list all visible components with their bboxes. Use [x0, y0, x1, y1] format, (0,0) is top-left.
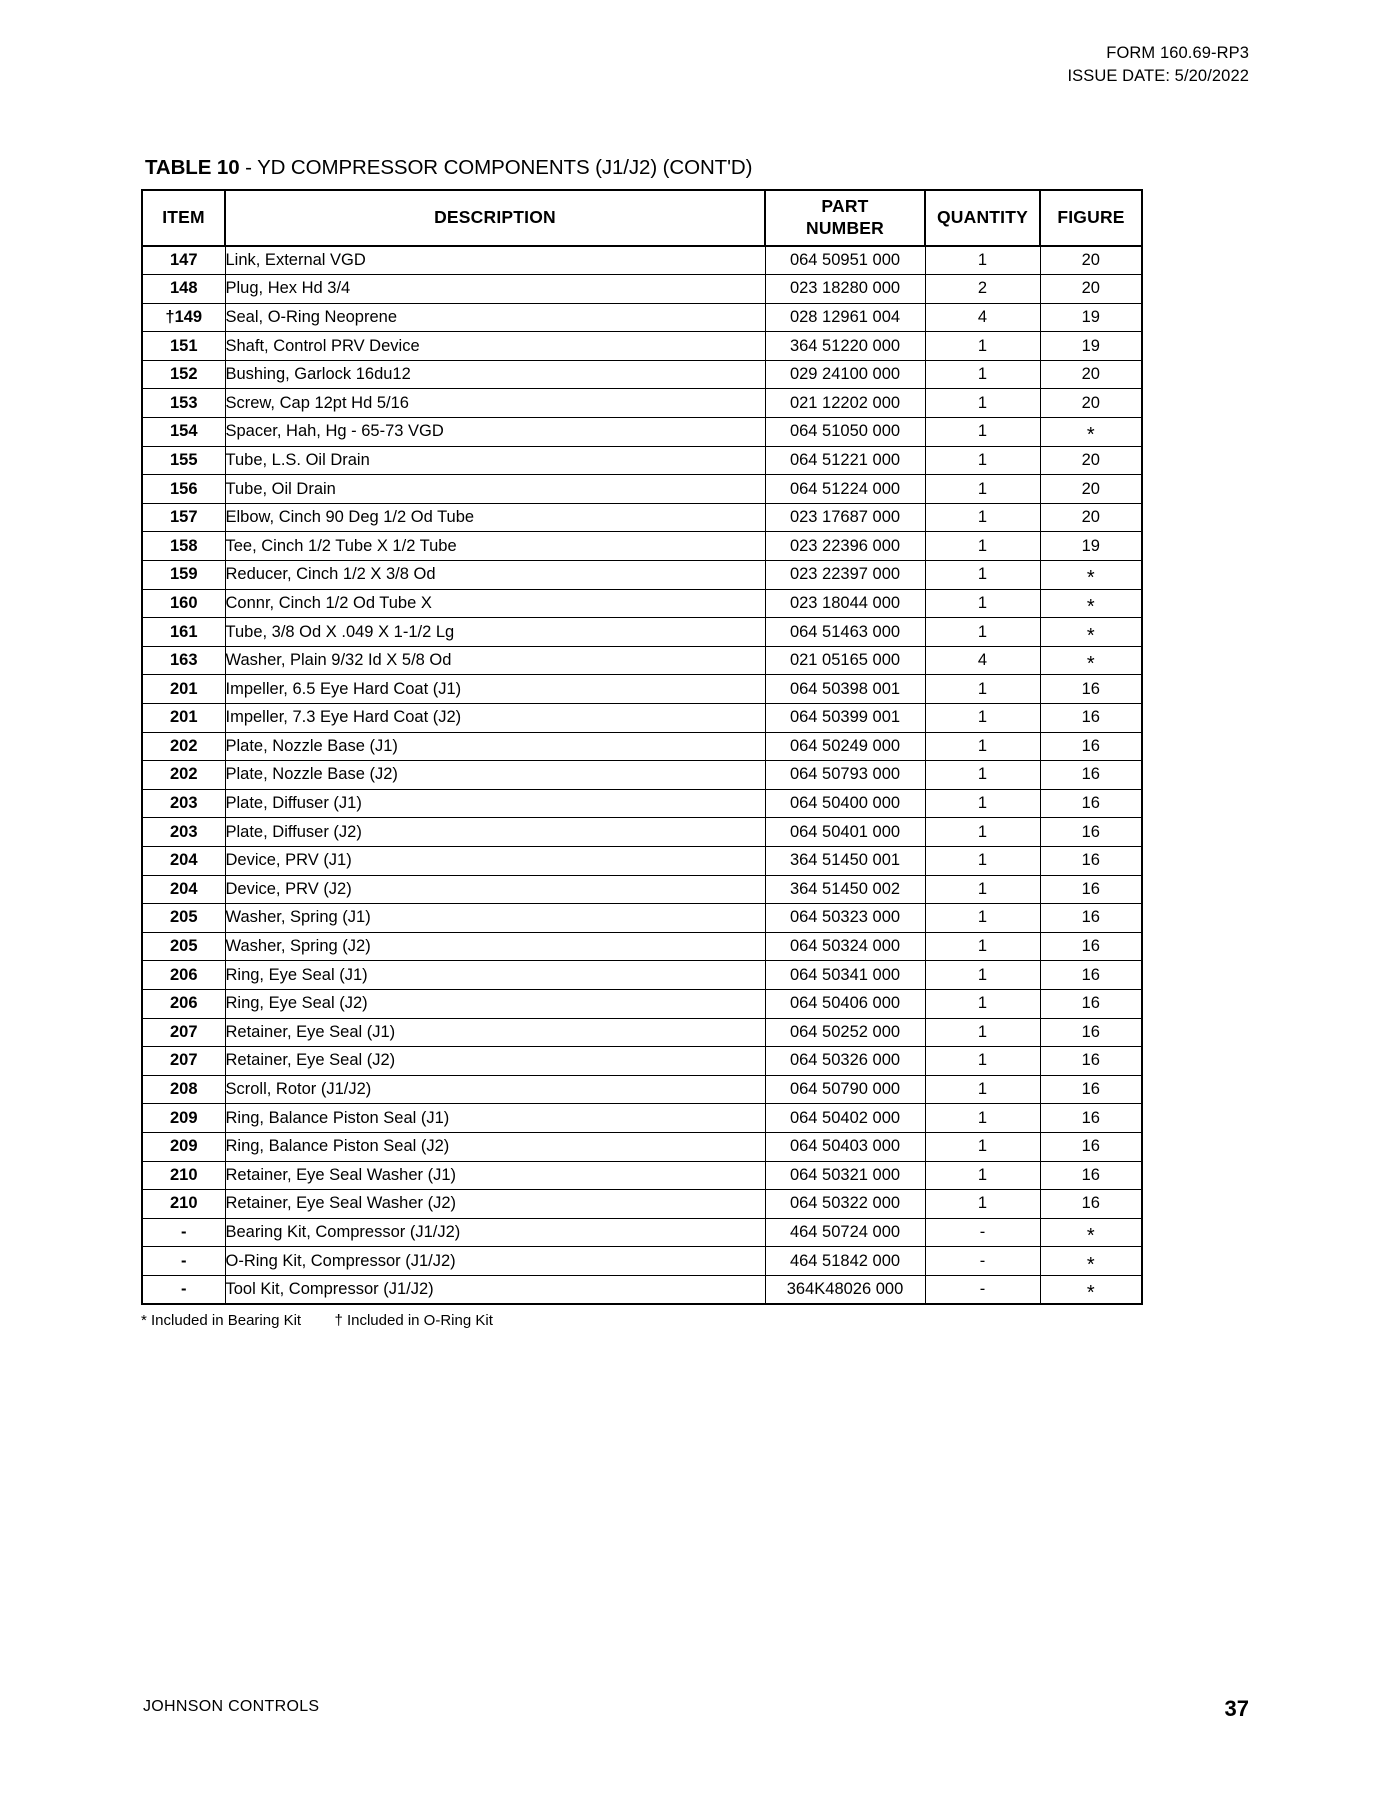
cell-figure: 19: [1040, 303, 1142, 332]
cell-quantity: 1: [925, 904, 1040, 933]
cell-figure: [1040, 1275, 1142, 1304]
table-row: [142, 475, 1142, 504]
cell-description: Tube, L.S. Oil Drain: [225, 446, 765, 475]
table-row: [142, 389, 1142, 418]
cell-part-number: 064 50402 000: [765, 1104, 925, 1133]
figure-asterisk: *: [1086, 1253, 1095, 1276]
cell-item: 151: [142, 332, 225, 361]
cell-item: 204: [142, 846, 225, 875]
cell-part-number: 064 50249 000: [765, 732, 925, 761]
column-header-part-number: [765, 190, 925, 246]
table-row: [142, 646, 1142, 675]
cell-quantity: 1: [925, 789, 1040, 818]
table-row: [142, 1047, 1142, 1076]
footer-page-number: 37: [1224, 1696, 1249, 1721]
cell-description: Plug, Hex Hd 3/4: [225, 275, 765, 304]
cell-part-number: 064 50790 000: [765, 1075, 925, 1104]
cell-quantity: 1: [925, 618, 1040, 647]
cell-quantity: 1: [925, 1075, 1040, 1104]
cell-part-number: 064 50406 000: [765, 989, 925, 1018]
cell-quantity: 1: [925, 561, 1040, 590]
table-row: [142, 275, 1142, 304]
cell-item: 157: [142, 503, 225, 532]
cell-description: Device, PRV (J2): [225, 875, 765, 904]
cell-part-number: 064 50399 001: [765, 704, 925, 733]
cell-item: 208: [142, 1075, 225, 1104]
column-header-part-line1: PART: [821, 196, 869, 217]
column-header-figure: FIGURE: [1040, 190, 1142, 246]
cell-figure: [1040, 618, 1142, 647]
cell-item: 147: [142, 246, 225, 275]
figure-asterisk: *: [1086, 1224, 1095, 1247]
table-row: [142, 789, 1142, 818]
cell-quantity: 1: [925, 989, 1040, 1018]
table-row: [142, 932, 1142, 961]
cell-part-number: 023 18280 000: [765, 275, 925, 304]
cell-quantity: 1: [925, 532, 1040, 561]
cell-description: Retainer, Eye Seal (J1): [225, 1018, 765, 1047]
cell-part-number: 021 05165 000: [765, 646, 925, 675]
column-header-quantity: QUANTITY: [925, 190, 1040, 246]
cell-figure: 20: [1040, 389, 1142, 418]
cell-quantity: 4: [925, 646, 1040, 675]
cell-figure: 16: [1040, 1161, 1142, 1190]
cell-part-number: 364 51450 001: [765, 846, 925, 875]
cell-quantity: 1: [925, 246, 1040, 275]
cell-item: 156: [142, 475, 225, 504]
cell-item: 202: [142, 732, 225, 761]
table-row: [142, 818, 1142, 847]
cell-quantity: 1: [925, 1104, 1040, 1133]
cell-item: 161: [142, 618, 225, 647]
cell-quantity: 1: [925, 932, 1040, 961]
cell-item: 204: [142, 875, 225, 904]
figure-asterisk: *: [1086, 424, 1095, 447]
cell-part-number: 064 50323 000: [765, 904, 925, 933]
cell-quantity: 1: [925, 1190, 1040, 1219]
cell-description: Reducer, Cinch 1/2 X 3/8 Od: [225, 561, 765, 590]
table-row: [142, 1190, 1142, 1219]
cell-description: Plate, Diffuser (J1): [225, 789, 765, 818]
column-header-part-line2: NUMBER: [805, 218, 884, 238]
cell-figure: 20: [1040, 503, 1142, 532]
cell-part-number: 364 51450 002: [765, 875, 925, 904]
cell-quantity: -: [925, 1275, 1040, 1304]
cell-item: -: [142, 1247, 225, 1276]
cell-quantity: 1: [925, 589, 1040, 618]
cell-item: 210: [142, 1190, 225, 1219]
cell-part-number: 364K48026 000: [765, 1275, 925, 1304]
cell-quantity: 1: [925, 389, 1040, 418]
cell-item: 201: [142, 675, 225, 704]
cell-part-number: 064 50401 000: [765, 818, 925, 847]
cell-item: 159: [142, 561, 225, 590]
cell-quantity: 1: [925, 475, 1040, 504]
cell-quantity: 1: [925, 704, 1040, 733]
cell-description: Washer, Plain 9/32 Id X 5/8 Od: [225, 646, 765, 675]
cell-part-number: 029 24100 000: [765, 360, 925, 389]
table-row: [142, 904, 1142, 933]
table-row: [142, 618, 1142, 647]
cell-figure: [1040, 418, 1142, 447]
cell-description: Bushing, Garlock 16du12: [225, 360, 765, 389]
cell-part-number: 064 51463 000: [765, 618, 925, 647]
cell-figure: 19: [1040, 532, 1142, 561]
cell-description: Tube, 3/8 Od X .049 X 1-1/2 Lg: [225, 618, 765, 647]
cell-description: Ring, Eye Seal (J2): [225, 989, 765, 1018]
cell-quantity: 4: [925, 303, 1040, 332]
cell-description: Plate, Nozzle Base (J1): [225, 732, 765, 761]
table-row: [142, 846, 1142, 875]
cell-quantity: 1: [925, 961, 1040, 990]
table-row: [142, 589, 1142, 618]
column-header-description: DESCRIPTION: [225, 190, 765, 246]
cell-figure: 20: [1040, 275, 1142, 304]
cell-part-number: 028 12961 004: [765, 303, 925, 332]
cell-description: Connr, Cinch 1/2 Od Tube X: [225, 589, 765, 618]
cell-item: 205: [142, 932, 225, 961]
cell-description: Washer, Spring (J2): [225, 932, 765, 961]
cell-description: Scroll, Rotor (J1/J2): [225, 1075, 765, 1104]
cell-item: 153: [142, 389, 225, 418]
cell-description: Elbow, Cinch 90 Deg 1/2 Od Tube: [225, 503, 765, 532]
cell-description: Tee, Cinch 1/2 Tube X 1/2 Tube: [225, 532, 765, 561]
table-caption-title: - YD COMPRESSOR COMPONENTS (J1/J2) (CONT'D): [239, 156, 753, 179]
cell-figure: 16: [1040, 732, 1142, 761]
cell-figure: 20: [1040, 360, 1142, 389]
cell-figure: 16: [1040, 704, 1142, 733]
table-row: [142, 418, 1142, 447]
table-row: [142, 675, 1142, 704]
cell-item: 207: [142, 1018, 225, 1047]
table-row: [142, 1218, 1142, 1247]
table-row: [142, 989, 1142, 1018]
cell-item: 207: [142, 1047, 225, 1076]
cell-item: 209: [142, 1104, 225, 1133]
cell-figure: 16: [1040, 932, 1142, 961]
table-footnote: * Included in Bearing Kit † Included in O-Ring Kit: [141, 1312, 493, 1329]
table-row: [142, 732, 1142, 761]
table-row: [142, 332, 1142, 361]
cell-description: Bearing Kit, Compressor (J1/J2): [225, 1218, 765, 1247]
cell-description: Impeller, 7.3 Eye Hard Coat (J2): [225, 704, 765, 733]
cell-quantity: 1: [925, 732, 1040, 761]
table-row: [142, 303, 1142, 332]
cell-description: Ring, Eye Seal (J1): [225, 961, 765, 990]
cell-figure: 19: [1040, 332, 1142, 361]
cell-part-number: 064 50403 000: [765, 1132, 925, 1161]
table-header-row: [142, 190, 1142, 246]
cell-figure: 16: [1040, 1190, 1142, 1219]
cell-figure: 16: [1040, 1104, 1142, 1133]
cell-figure: 16: [1040, 875, 1142, 904]
cell-quantity: -: [925, 1247, 1040, 1276]
cell-quantity: 2: [925, 275, 1040, 304]
cell-item: 160: [142, 589, 225, 618]
cell-part-number: 064 50793 000: [765, 761, 925, 790]
cell-item: 154: [142, 418, 225, 447]
cell-figure: 16: [1040, 1047, 1142, 1076]
table-row: [142, 1132, 1142, 1161]
figure-asterisk: *: [1086, 595, 1095, 618]
form-number: FORM 160.69-RP3: [1106, 44, 1249, 62]
figure-asterisk: *: [1086, 624, 1095, 647]
cell-quantity: 1: [925, 418, 1040, 447]
cell-description: Shaft, Control PRV Device: [225, 332, 765, 361]
cell-description: Screw, Cap 12pt Hd 5/16: [225, 389, 765, 418]
table-row: [142, 1161, 1142, 1190]
cell-description: O-Ring Kit, Compressor (J1/J2): [225, 1247, 765, 1276]
table-head: [142, 190, 1142, 246]
cell-figure: 16: [1040, 761, 1142, 790]
table-row: [142, 961, 1142, 990]
cell-figure: 16: [1040, 818, 1142, 847]
cell-figure: 20: [1040, 446, 1142, 475]
cell-figure: 16: [1040, 1018, 1142, 1047]
issue-date: ISSUE DATE: 5/20/2022: [1067, 67, 1249, 86]
cell-description: Seal, O-Ring Neoprene: [225, 303, 765, 332]
cell-item: 206: [142, 961, 225, 990]
cell-part-number: 023 18044 000: [765, 589, 925, 618]
cell-item: 210: [142, 1161, 225, 1190]
figure-asterisk: *: [1086, 653, 1095, 676]
figure-asterisk: *: [1086, 1281, 1095, 1304]
cell-part-number: 023 22397 000: [765, 561, 925, 590]
cell-quantity: 1: [925, 503, 1040, 532]
cell-item: 201: [142, 704, 225, 733]
cell-figure: 16: [1040, 846, 1142, 875]
cell-item: 202: [142, 761, 225, 790]
cell-part-number: 064 51050 000: [765, 418, 925, 447]
cell-figure: [1040, 646, 1142, 675]
cell-item: 158: [142, 532, 225, 561]
table-row: [142, 1275, 1142, 1304]
cell-description: Retainer, Eye Seal Washer (J2): [225, 1190, 765, 1219]
cell-figure: 16: [1040, 1132, 1142, 1161]
table-row: [142, 1018, 1142, 1047]
cell-part-number: 364 51220 000: [765, 332, 925, 361]
table-row: [142, 446, 1142, 475]
cell-part-number: 023 17687 000: [765, 503, 925, 532]
cell-part-number: 021 12202 000: [765, 389, 925, 418]
cell-quantity: -: [925, 1218, 1040, 1247]
cell-description: Device, PRV (J1): [225, 846, 765, 875]
cell-quantity: 1: [925, 1161, 1040, 1190]
table-caption: [145, 156, 752, 180]
cell-description: Plate, Diffuser (J2): [225, 818, 765, 847]
cell-quantity: 1: [925, 675, 1040, 704]
document-header: [1067, 42, 1249, 89]
cell-part-number: 064 51224 000: [765, 475, 925, 504]
cell-figure: 16: [1040, 904, 1142, 933]
footer-company: JOHNSON CONTROLS: [143, 1698, 320, 1715]
cell-figure: [1040, 589, 1142, 618]
cell-quantity: 1: [925, 875, 1040, 904]
cell-figure: 16: [1040, 675, 1142, 704]
table-row: [142, 1247, 1142, 1276]
cell-description: Link, External VGD: [225, 246, 765, 275]
table-row: [142, 1075, 1142, 1104]
cell-figure: [1040, 561, 1142, 590]
cell-item: 155: [142, 446, 225, 475]
table-row: [142, 704, 1142, 733]
cell-part-number: 023 22396 000: [765, 532, 925, 561]
cell-figure: 16: [1040, 1075, 1142, 1104]
cell-part-number: 464 51842 000: [765, 1247, 925, 1276]
parts-table: [141, 189, 1143, 1305]
cell-quantity: 1: [925, 846, 1040, 875]
cell-item: -: [142, 1275, 225, 1304]
cell-part-number: 064 50324 000: [765, 932, 925, 961]
cell-description: Retainer, Eye Seal Washer (J1): [225, 1161, 765, 1190]
cell-item: 209: [142, 1132, 225, 1161]
cell-description: Tube, Oil Drain: [225, 475, 765, 504]
cell-figure: 20: [1040, 475, 1142, 504]
parts-table-container: [141, 189, 1141, 1305]
cell-figure: 16: [1040, 789, 1142, 818]
cell-figure: [1040, 1247, 1142, 1276]
cell-description: Retainer, Eye Seal (J2): [225, 1047, 765, 1076]
cell-part-number: 464 50724 000: [765, 1218, 925, 1247]
cell-item: 152: [142, 360, 225, 389]
table-caption-label: TABLE 10: [145, 156, 240, 179]
table-body: [142, 246, 1142, 1304]
cell-item: 203: [142, 789, 225, 818]
cell-description: Ring, Balance Piston Seal (J2): [225, 1132, 765, 1161]
cell-quantity: 1: [925, 360, 1040, 389]
cell-item: -: [142, 1218, 225, 1247]
cell-item: 148: [142, 275, 225, 304]
cell-part-number: 064 50400 000: [765, 789, 925, 818]
cell-quantity: 1: [925, 1047, 1040, 1076]
table-row: [142, 246, 1142, 275]
cell-figure: [1040, 1218, 1142, 1247]
cell-part-number: 064 50252 000: [765, 1018, 925, 1047]
cell-description: Tool Kit, Compressor (J1/J2): [225, 1275, 765, 1304]
cell-part-number: 064 50326 000: [765, 1047, 925, 1076]
cell-figure: 20: [1040, 246, 1142, 275]
column-header-item: ITEM: [142, 190, 225, 246]
cell-quantity: 1: [925, 332, 1040, 361]
cell-quantity: 1: [925, 446, 1040, 475]
cell-description: Spacer, Hah, Hg - 65-73 VGD: [225, 418, 765, 447]
cell-description: Washer, Spring (J1): [225, 904, 765, 933]
cell-part-number: 064 50341 000: [765, 961, 925, 990]
cell-item: 163: [142, 646, 225, 675]
cell-part-number: 064 50321 000: [765, 1161, 925, 1190]
cell-description: Impeller, 6.5 Eye Hard Coat (J1): [225, 675, 765, 704]
cell-description: Plate, Nozzle Base (J2): [225, 761, 765, 790]
figure-asterisk: *: [1086, 567, 1095, 590]
table-row: [142, 503, 1142, 532]
cell-quantity: 1: [925, 761, 1040, 790]
cell-quantity: 1: [925, 1018, 1040, 1047]
cell-quantity: 1: [925, 1132, 1040, 1161]
table-row: [142, 1104, 1142, 1133]
cell-figure: 16: [1040, 989, 1142, 1018]
cell-figure: 16: [1040, 961, 1142, 990]
cell-item: 203: [142, 818, 225, 847]
table-row: [142, 532, 1142, 561]
table-row: [142, 561, 1142, 590]
table-row: [142, 360, 1142, 389]
cell-item: †149: [142, 303, 225, 332]
cell-part-number: 064 50951 000: [765, 246, 925, 275]
cell-description: Ring, Balance Piston Seal (J1): [225, 1104, 765, 1133]
cell-part-number: 064 50398 001: [765, 675, 925, 704]
cell-item: 205: [142, 904, 225, 933]
cell-item: 206: [142, 989, 225, 1018]
table-row: [142, 761, 1142, 790]
cell-part-number: 064 51221 000: [765, 446, 925, 475]
cell-quantity: 1: [925, 818, 1040, 847]
cell-part-number: 064 50322 000: [765, 1190, 925, 1219]
table-row: [142, 875, 1142, 904]
